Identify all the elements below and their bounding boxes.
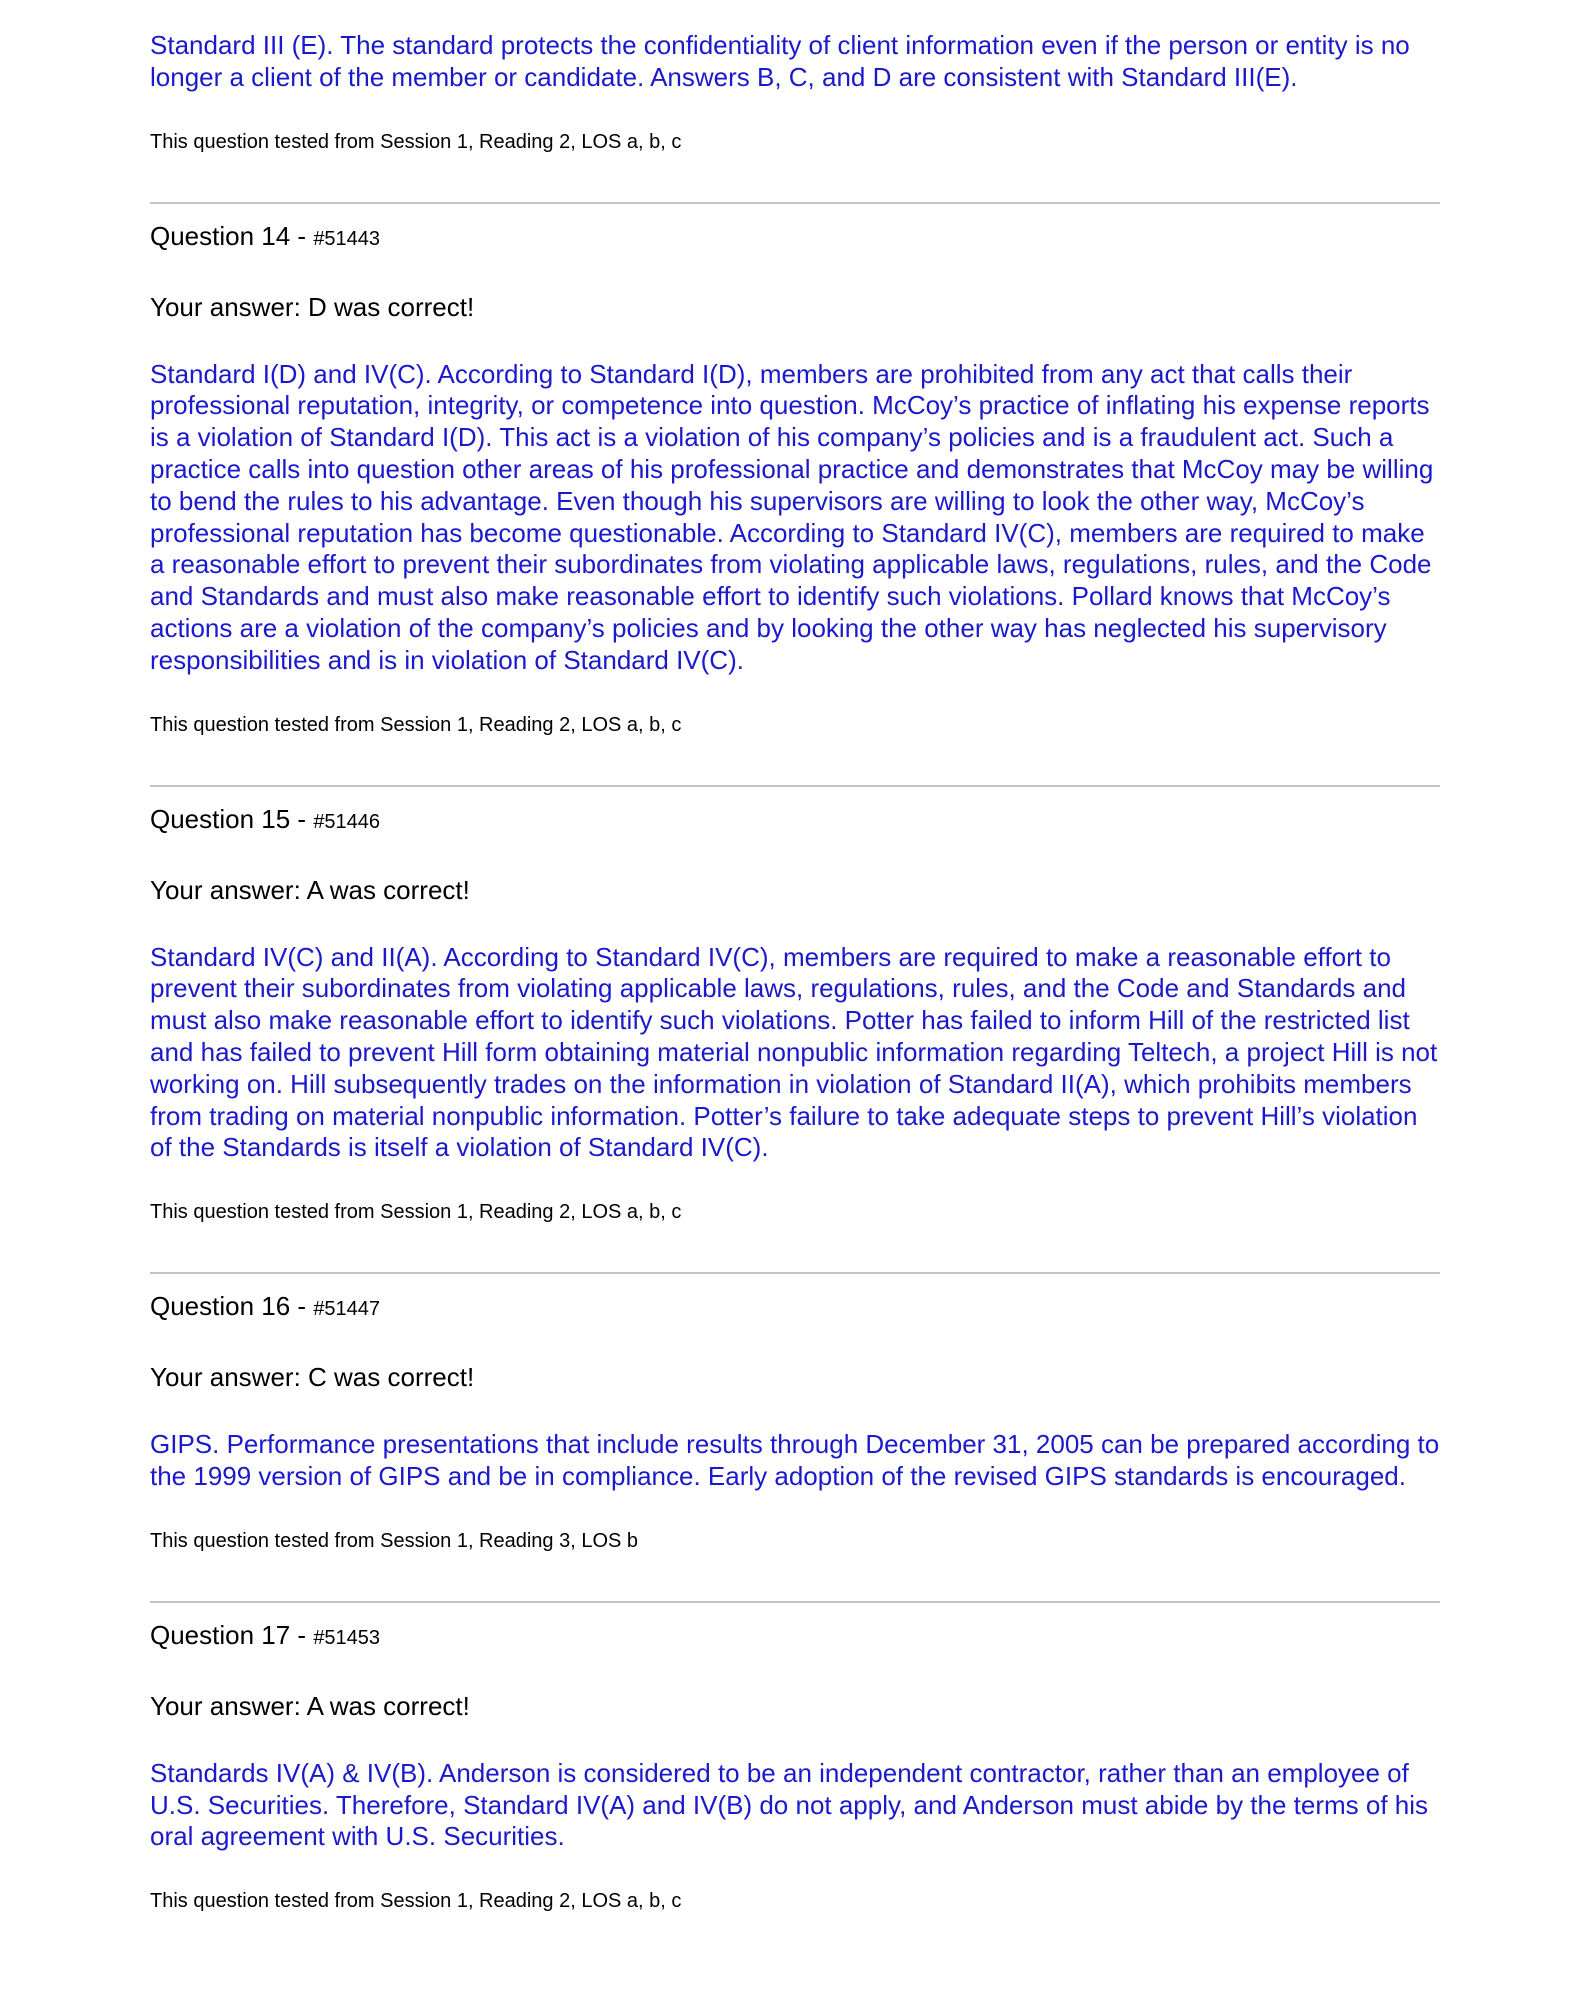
question-label: Question 17 -	[150, 1619, 314, 1650]
tested-from-text: This question tested from Session 1, Reading 2, LOS a, b, c	[150, 130, 682, 153]
question-id: #51443	[313, 227, 381, 250]
question-17	[150, 1619, 1440, 1913]
explanation-text: Standard IV(C) and II(A). According to Standard IV(C), members are required to make a reasonable effort to prevent their subordinates from violating applicable laws, regulations, rules, and the Code and Standards and must also make reasonable effort to identify such violations. Potter has failed to inform Hill of the restricted list and has failed to prevent Hill form obtaining material nonpublic information regarding Teltech, a project Hill is not working on. Hill subsequently trades on the information in violation of Standard II(A), which prohibits members from trading on material nonpublic information. Potter’s failure to take adequate steps to prevent Hill’s violation of the Standards is itself a violation of Standard IV(C).	[150, 941, 1438, 1163]
question-15	[150, 803, 1440, 1225]
question-label: Question 15 -	[150, 803, 314, 834]
section-divider	[150, 202, 1440, 204]
section-divider	[150, 785, 1440, 787]
question-16	[150, 1290, 1440, 1553]
explanation-text: Standards IV(A) & IV(B). Anderson is considered to be an independent contractor, rather than an employee of U.S. Securities. Therefore, Standard IV(A) and IV(B) do not apply, and Anderson must abide by the terms of his oral agreement with U.S. Securities.	[150, 1757, 1429, 1852]
explanation-text: Standard III (E). The standard protects the confidentiality of client information even if the person or entity is no longer a client of the member or candidate. Answers B, C, and D are consistent with Standard III(E).	[150, 30, 1410, 92]
document-body	[150, 30, 1440, 1913]
answer-result: Your answer: C was correct!	[150, 1362, 475, 1393]
explanation-text: Standard I(D) and IV(C). According to Standard I(D), members are prohibited from any act that calls their professional reputation, integrity, or competence into question. McCoy’s practice of inflating his expense reports is a violation of Standard I(D). This act is a violation of his company’s policies and is a fraudulent act. Such a practice calls into question other areas of his professional practice and demonstrates that McCoy may be willing to bend the rules to his advantage. Even though his supervisors are willing to look the other way, McCoy’s professional reputation has become questionable. According to Standard IV(C), members are required to make a reasonable effort to prevent their subordinates from violating applicable laws, regulations, rules, and the Code and Standards and must also make reasonable effort to identify such violations. Pollard knows that McCoy’s actions are a violation of the company’s policies and by looking the other way has neglected his supervisory responsibilities and is in violation of Standard IV(C).	[150, 358, 1434, 675]
tested-from-text: This question tested from Session 1, Reading 2, LOS a, b, c	[150, 713, 682, 736]
question-label: Question 14 -	[150, 220, 314, 251]
question-header	[150, 220, 1440, 255]
tested-from-text: This question tested from Session 1, Reading 2, LOS a, b, c	[150, 1890, 682, 1913]
question-id: #51447	[313, 1298, 381, 1321]
explanation-text: GIPS. Performance presentations that include results through December 31, 2005 can be prepared according to the 1999 version of GIPS and be in compliance. Early adoption of the revised GIPS standards is encouraged.	[150, 1429, 1440, 1491]
section-divider	[150, 1272, 1440, 1274]
question-header	[150, 1619, 1440, 1654]
intro-section	[150, 30, 1440, 154]
question-label: Question 16 -	[150, 1291, 314, 1322]
answer-result: Your answer: D was correct!	[150, 291, 475, 322]
section-divider	[150, 1601, 1440, 1603]
question-header	[150, 803, 1440, 838]
question-id: #51446	[313, 810, 381, 833]
question-id: #51453	[313, 1626, 381, 1649]
tested-from-text: This question tested from Session 1, Reading 2, LOS a, b, c	[150, 1201, 682, 1224]
question-header	[150, 1290, 1440, 1325]
tested-from-text: This question tested from Session 1, Reading 3, LOS b	[150, 1529, 639, 1552]
answer-result: Your answer: A was correct!	[150, 1690, 470, 1721]
answer-result: Your answer: A was correct!	[150, 874, 470, 905]
question-14	[150, 220, 1440, 737]
